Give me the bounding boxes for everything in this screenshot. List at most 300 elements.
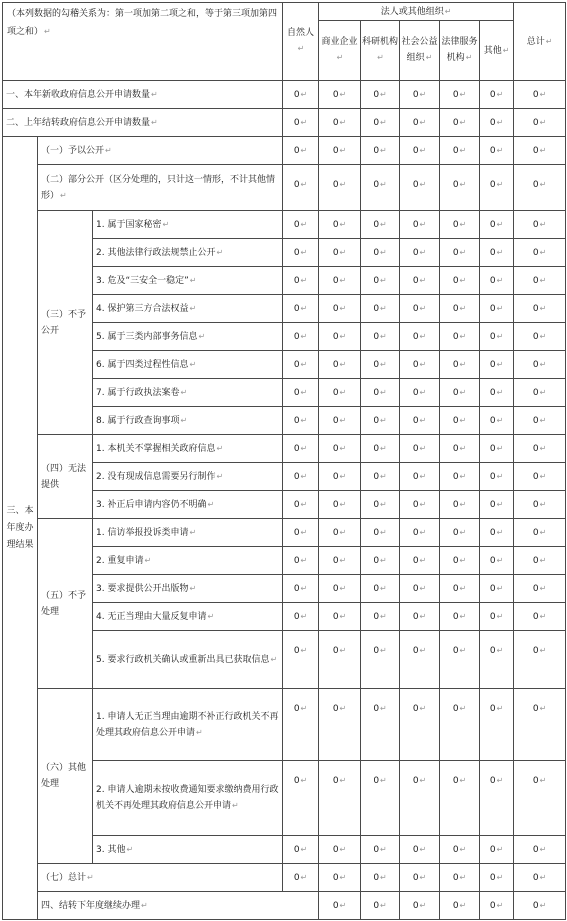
value-cell-total: 0↵	[514, 836, 566, 864]
cell-value: 0	[332, 117, 339, 128]
cell-value: 0	[373, 646, 380, 656]
cell-value: 0	[532, 704, 539, 714]
value-cell-natural-person: 0↵	[283, 603, 319, 631]
header-org-group: 法人或其他组织↵	[319, 3, 514, 21]
cell-value: 0	[532, 219, 539, 230]
value-cell-total: 0↵	[514, 323, 566, 351]
row-label-subtotal: （七）总计↵	[38, 864, 283, 892]
value-cell-total: 0↵	[514, 81, 566, 109]
cell-value: 0	[332, 275, 339, 286]
value-cell-legal-service: 0↵	[440, 239, 480, 267]
value-cell-social-welfare: 0↵	[400, 407, 440, 435]
cell-value: 0	[293, 359, 300, 370]
value-cell-legal-service: 0↵	[440, 836, 480, 864]
group-label-not-processed: （五）不予处理	[38, 519, 93, 689]
item-third-party: 4. 保护第三方合法权益↵	[93, 295, 283, 323]
cell-value: 0	[452, 303, 459, 314]
cell-value: 0	[489, 704, 496, 714]
value-cell-natural-person: 0↵	[283, 519, 319, 547]
cell-value: 0	[293, 443, 300, 454]
value-cell-legal-service: 0↵	[440, 575, 480, 603]
value-cell-natural-person: 0↵	[283, 435, 319, 463]
cell-value: 0	[532, 776, 539, 786]
item-needs-creation: 2. 没有现成信息需要另行制作↵	[93, 463, 283, 491]
cell-value: 0	[373, 776, 380, 786]
cell-value: 0	[293, 180, 300, 190]
value-cell-social-welfare: 0↵	[400, 109, 440, 137]
cell-value: 0	[332, 387, 339, 398]
value-cell-social-welfare: 0↵	[400, 165, 440, 211]
value-cell-natural-person: 0↵	[319, 892, 361, 920]
cell-value: 0	[489, 387, 496, 398]
cell-value: 0	[532, 646, 539, 656]
value-cell-other: 0↵	[480, 689, 514, 761]
cell-value: 0	[332, 415, 339, 426]
value-cell-other: 0↵	[480, 463, 514, 491]
value-cell-natural-person: 0↵	[283, 267, 319, 295]
cell-value: 0	[452, 275, 459, 286]
value-cell-commercial: 0↵	[361, 892, 400, 920]
value-cell-legal-service: 0↵	[440, 519, 480, 547]
cell-value: 0	[489, 89, 496, 100]
value-cell-natural-person: 0↵	[283, 689, 319, 761]
cell-value: 0	[373, 303, 380, 314]
value-cell-natural-person: 0↵	[283, 379, 319, 407]
value-cell-commercial: 0↵	[319, 407, 361, 435]
cell-value: 0	[293, 872, 300, 883]
value-cell-other: 0↵	[480, 295, 514, 323]
item-duplicate: 2. 重复申请↵	[93, 547, 283, 575]
cell-value: 0	[412, 646, 419, 656]
value-cell-natural-person: 0↵	[283, 491, 319, 519]
value-cell-total: 0↵	[514, 351, 566, 379]
row-label-carried-over: 二、上年结转政府信息公开申请数量↵	[3, 109, 283, 137]
cell-value: 0	[332, 611, 339, 622]
cell-value: 0	[293, 219, 300, 230]
cell-value: 0	[532, 331, 539, 342]
row-label-partially-disclosed: （二）部分公开（区分处理的，只计这一情形，不计其他情形）↵	[38, 165, 283, 211]
value-cell-total: 0↵	[514, 165, 566, 211]
cell-value: 0	[412, 145, 419, 156]
cell-value: 0	[489, 499, 496, 510]
cell-value: 0	[373, 387, 380, 398]
row-label-carry-forward: 四、结转下年度继续办理↵	[38, 892, 319, 920]
cell-value: 0	[332, 499, 339, 510]
cell-value: 0	[452, 117, 459, 128]
cell-value: 0	[293, 415, 300, 426]
cell-value: 0	[489, 776, 496, 786]
value-cell-total: 0↵	[514, 407, 566, 435]
value-cell-research: 0↵	[361, 836, 400, 864]
value-cell-legal-service: 0↵	[440, 81, 480, 109]
value-cell-research: 0↵	[361, 407, 400, 435]
value-cell-social-welfare: 0↵	[400, 463, 440, 491]
cell-value: 0	[489, 219, 496, 230]
value-cell-research: 0↵	[361, 435, 400, 463]
cell-value: 0	[332, 219, 339, 230]
cell-value: 0	[332, 583, 339, 594]
value-cell-other: 0↵	[480, 547, 514, 575]
cell-value: 0	[293, 583, 300, 594]
value-cell-total: 0↵	[514, 519, 566, 547]
value-cell-total: 0↵	[514, 137, 566, 165]
cell-value: 0	[532, 555, 539, 566]
value-cell-other: 0↵	[480, 761, 514, 836]
cell-value: 0	[532, 872, 539, 883]
value-cell-commercial: 0↵	[319, 689, 361, 761]
header-total: 总计↵	[514, 3, 566, 81]
value-cell-total: 0↵	[514, 547, 566, 575]
value-cell-legal-service: 0↵	[440, 435, 480, 463]
value-cell-commercial: 0↵	[319, 575, 361, 603]
value-cell-research: 0↵	[361, 379, 400, 407]
value-cell-social-welfare: 0↵	[400, 864, 440, 892]
cell-value: 0	[412, 303, 419, 314]
value-cell-social-welfare: 0↵	[400, 211, 440, 239]
value-cell-commercial: 0↵	[319, 836, 361, 864]
value-cell-research: 0↵	[361, 631, 400, 689]
value-cell-other: 0↵	[480, 603, 514, 631]
item-not-held: 1. 本机关不掌握相关政府信息↵	[93, 435, 283, 463]
cell-value: 0	[452, 844, 459, 855]
cell-value: 0	[452, 471, 459, 482]
value-cell-legal-service: 0↵	[440, 109, 480, 137]
item-reconfirm: 5. 要求行政机关确认或重新出具已获取信息↵	[93, 631, 283, 689]
cell-value: 0	[532, 527, 539, 538]
cell-value: 0	[373, 219, 380, 230]
value-cell-social-welfare: 0↵	[400, 761, 440, 836]
cell-value: 0	[412, 331, 419, 342]
cell-value: 0	[532, 145, 539, 156]
value-cell-social-welfare: 0↵	[400, 689, 440, 761]
value-cell-research: 0↵	[361, 323, 400, 351]
section-label-results: 三、本年度办理结果	[3, 137, 38, 920]
cell-value: 0	[373, 872, 380, 883]
cell-value: 0	[332, 776, 339, 786]
value-cell-legal-service: 0↵	[440, 491, 480, 519]
cell-value: 0	[489, 303, 496, 314]
value-cell-commercial: 0↵	[319, 761, 361, 836]
cell-value: 0	[452, 583, 459, 594]
cell-value: 0	[412, 180, 419, 190]
cell-value: 0	[412, 499, 419, 510]
cell-value: 0	[332, 89, 339, 100]
cell-value: 0	[489, 180, 496, 190]
value-cell-total: 0↵	[514, 603, 566, 631]
cell-value: 0	[373, 611, 380, 622]
cell-value: 0	[332, 646, 339, 656]
value-cell-other: 0↵	[480, 137, 514, 165]
cell-value: 0	[373, 471, 380, 482]
value-cell-total: 0↵	[514, 864, 566, 892]
cell-value: 0	[489, 583, 496, 594]
cell-value: 0	[373, 145, 380, 156]
value-cell-other: 0↵	[480, 109, 514, 137]
value-cell-legal-service: 0↵	[440, 323, 480, 351]
cell-value: 0	[293, 776, 300, 786]
item-law-prohibited: 2. 其他法律行政法规禁止公开↵	[93, 239, 283, 267]
cell-value: 0	[373, 359, 380, 370]
cell-value: 0	[489, 275, 496, 286]
value-cell-research: 0↵	[361, 351, 400, 379]
cell-value: 0	[452, 555, 459, 566]
value-cell-commercial: 0↵	[319, 81, 361, 109]
cell-value: 0	[373, 89, 380, 100]
cell-value: 0	[452, 527, 459, 538]
cell-value: 0	[293, 704, 300, 714]
cell-value: 0	[412, 219, 419, 230]
value-cell-natural-person: 0↵	[283, 295, 319, 323]
value-cell-natural-person: 0↵	[283, 761, 319, 836]
value-cell-research: 0↵	[361, 575, 400, 603]
value-cell-social-welfare: 0↵	[400, 603, 440, 631]
cell-value: 0	[412, 359, 419, 370]
cell-value: 0	[332, 704, 339, 714]
value-cell-research: 0↵	[361, 81, 400, 109]
cell-value: 0	[332, 900, 339, 911]
value-cell-total: 0↵	[514, 575, 566, 603]
cell-value: 0	[532, 611, 539, 622]
value-cell-research: 0↵	[361, 519, 400, 547]
disclosure-statistics-table	[2, 2, 566, 920]
cell-value: 0	[293, 387, 300, 398]
cell-value: 0	[373, 247, 380, 258]
value-cell-natural-person: 0↵	[283, 137, 319, 165]
cell-value: 0	[452, 247, 459, 258]
cell-value: 0	[489, 471, 496, 482]
cell-value: 0	[332, 443, 339, 454]
value-cell-other: 0↵	[514, 892, 566, 920]
cell-value: 0	[412, 527, 419, 538]
value-cell-commercial: 0↵	[319, 165, 361, 211]
value-cell-total: 0↵	[514, 435, 566, 463]
cell-value: 0	[332, 180, 339, 190]
value-cell-other: 0↵	[480, 864, 514, 892]
value-cell-other: 0↵	[480, 575, 514, 603]
cell-value: 0	[412, 415, 419, 426]
value-cell-social-welfare: 0↵	[400, 239, 440, 267]
value-cell-commercial: 0↵	[319, 211, 361, 239]
value-cell-natural-person: 0↵	[283, 836, 319, 864]
cell-value: 0	[412, 872, 419, 883]
value-cell-total: 0↵	[514, 109, 566, 137]
value-cell-other: 0↵	[480, 407, 514, 435]
cell-value: 0	[373, 331, 380, 342]
value-cell-legal-service: 0↵	[440, 689, 480, 761]
value-cell-legal-service: 0↵	[480, 892, 514, 920]
item-three-safety: 3. 危及“三安全一稳定”↵	[93, 267, 283, 295]
cell-value: 0	[332, 145, 339, 156]
cell-value: 0	[373, 704, 380, 714]
cell-value: 0	[293, 844, 300, 855]
value-cell-research: 0↵	[361, 491, 400, 519]
cell-value: 0	[489, 145, 496, 156]
item-internal-affairs: 5. 属于三类内部事务信息↵	[93, 323, 283, 351]
cell-value: 0	[412, 900, 419, 911]
value-cell-commercial: 0↵	[319, 239, 361, 267]
cell-value: 0	[532, 247, 539, 258]
value-cell-total: 0↵	[514, 239, 566, 267]
value-cell-natural-person: 0↵	[283, 351, 319, 379]
group-label-unable-to-provide: （四）无法提供	[38, 435, 93, 519]
value-cell-natural-person: 0↵	[283, 211, 319, 239]
value-cell-legal-service: 0↵	[440, 864, 480, 892]
cell-value: 0	[489, 359, 496, 370]
value-cell-other: 0↵	[480, 239, 514, 267]
item-publication: 3. 要求提供公开出版物↵	[93, 575, 283, 603]
value-cell-social-welfare: 0↵	[400, 491, 440, 519]
value-cell-natural-person: 0↵	[283, 631, 319, 689]
value-cell-natural-person: 0↵	[283, 575, 319, 603]
cell-value: 0	[452, 872, 459, 883]
value-cell-total: 0↵	[514, 689, 566, 761]
cell-value: 0	[332, 359, 339, 370]
value-cell-other: 0↵	[480, 351, 514, 379]
cell-value: 0	[412, 844, 419, 855]
cell-value: 0	[532, 275, 539, 286]
value-cell-research: 0↵	[361, 165, 400, 211]
value-cell-legal-service: 0↵	[440, 761, 480, 836]
cell-value: 0	[532, 415, 539, 426]
header-natural-person: 自然人↵	[283, 3, 319, 81]
cell-value: 0	[412, 583, 419, 594]
cell-value: 0	[293, 89, 300, 100]
value-cell-social-welfare: 0↵	[400, 435, 440, 463]
cell-value: 0	[489, 844, 496, 855]
value-cell-social-welfare: 0↵	[400, 137, 440, 165]
cell-value: 0	[452, 415, 459, 426]
cell-value: 0	[293, 555, 300, 566]
value-cell-commercial: 0↵	[319, 463, 361, 491]
value-cell-natural-person: 0↵	[283, 239, 319, 267]
cell-value: 0	[332, 872, 339, 883]
value-cell-social-welfare: 0↵	[440, 892, 480, 920]
cell-value: 0	[452, 704, 459, 714]
value-cell-natural-person: 0↵	[283, 407, 319, 435]
value-cell-social-welfare: 0↵	[400, 351, 440, 379]
value-cell-social-welfare: 0↵	[400, 295, 440, 323]
cell-value: 0	[452, 776, 459, 786]
value-cell-research: 0↵	[361, 109, 400, 137]
value-cell-total: 0↵	[514, 267, 566, 295]
group-label-not-disclosed: （三）不予公开	[38, 211, 93, 435]
cell-value: 0	[412, 89, 419, 100]
cell-value: 0	[452, 359, 459, 370]
cell-value: 0	[412, 443, 419, 454]
item-state-secret: 1. 属于国家秘密↵	[93, 211, 283, 239]
cell-value: 0	[489, 443, 496, 454]
value-cell-total: 0↵	[514, 295, 566, 323]
value-cell-research: 0↵	[361, 295, 400, 323]
value-cell-social-welfare: 0↵	[400, 547, 440, 575]
item-repeated-mass: 4. 无正当理由大量反复申请↵	[93, 603, 283, 631]
cell-value: 0	[332, 555, 339, 566]
cell-value: 0	[332, 527, 339, 538]
cell-value: 0	[373, 583, 380, 594]
header-legal-service: 法律服务机构↵	[440, 21, 480, 81]
cell-value: 0	[293, 611, 300, 622]
cell-value: 0	[293, 527, 300, 538]
cell-value: 0	[489, 872, 496, 883]
value-cell-commercial: 0↵	[319, 603, 361, 631]
value-cell-legal-service: 0↵	[440, 165, 480, 211]
value-cell-research: 0↵	[361, 547, 400, 575]
value-cell-research: 0↵	[361, 689, 400, 761]
cell-value: 0	[489, 555, 496, 566]
value-cell-natural-person: 0↵	[283, 547, 319, 575]
value-cell-other: 0↵	[480, 519, 514, 547]
value-cell-social-welfare: 0↵	[400, 81, 440, 109]
cell-value: 0	[452, 611, 459, 622]
value-cell-research: 0↵	[400, 892, 440, 920]
cell-value: 0	[332, 247, 339, 258]
cell-value: 0	[373, 180, 380, 190]
row-label-new-applications: 一、本年新收政府信息公开申请数量↵	[3, 81, 283, 109]
cell-value: 0	[412, 275, 419, 286]
header-commercial: 商业企业↵	[319, 21, 361, 81]
value-cell-legal-service: 0↵	[440, 351, 480, 379]
value-cell-legal-service: 0↵	[440, 267, 480, 295]
value-cell-natural-person: 0↵	[283, 81, 319, 109]
cell-value: 0	[373, 527, 380, 538]
value-cell-other: 0↵	[480, 323, 514, 351]
value-cell-legal-service: 0↵	[440, 137, 480, 165]
value-cell-commercial: 0↵	[319, 519, 361, 547]
value-cell-research: 0↵	[361, 267, 400, 295]
cell-value: 0	[412, 776, 419, 786]
cell-value: 0	[332, 303, 339, 314]
value-cell-research: 0↵	[361, 239, 400, 267]
cell-value: 0	[293, 145, 300, 156]
cell-value: 0	[532, 89, 539, 100]
cell-value: 0	[332, 331, 339, 342]
value-cell-legal-service: 0↵	[440, 547, 480, 575]
cell-value: 0	[373, 415, 380, 426]
value-cell-other: 0↵	[480, 491, 514, 519]
value-cell-commercial: 0↵	[319, 109, 361, 137]
cell-value: 0	[532, 471, 539, 482]
cell-value: 0	[412, 704, 419, 714]
value-cell-other: 0↵	[480, 165, 514, 211]
value-cell-commercial: 0↵	[319, 379, 361, 407]
value-cell-other: 0↵	[480, 631, 514, 689]
value-cell-total: 0↵	[514, 379, 566, 407]
value-cell-commercial: 0↵	[319, 435, 361, 463]
cell-value: 0	[452, 443, 459, 454]
cell-value: 0	[412, 117, 419, 128]
cell-value: 0	[293, 331, 300, 342]
cell-value: 0	[373, 844, 380, 855]
value-cell-other: 0↵	[480, 836, 514, 864]
cell-value: 0	[489, 527, 496, 538]
value-cell-legal-service: 0↵	[440, 295, 480, 323]
value-cell-commercial: 0↵	[319, 323, 361, 351]
value-cell-commercial: 0↵	[319, 295, 361, 323]
value-cell-legal-service: 0↵	[440, 603, 480, 631]
value-cell-other: 0↵	[480, 435, 514, 463]
cell-value: 0	[452, 219, 459, 230]
value-cell-commercial: 0↵	[319, 351, 361, 379]
value-cell-commercial: 0↵	[319, 547, 361, 575]
cell-value: 0	[452, 387, 459, 398]
cell-value: 0	[293, 247, 300, 258]
cell-value: 0	[373, 555, 380, 566]
header-row-1	[3, 3, 566, 21]
value-cell-legal-service: 0↵	[440, 631, 480, 689]
value-cell-natural-person: 0↵	[283, 109, 319, 137]
cell-value: 0	[412, 555, 419, 566]
cell-value: 0	[293, 499, 300, 510]
